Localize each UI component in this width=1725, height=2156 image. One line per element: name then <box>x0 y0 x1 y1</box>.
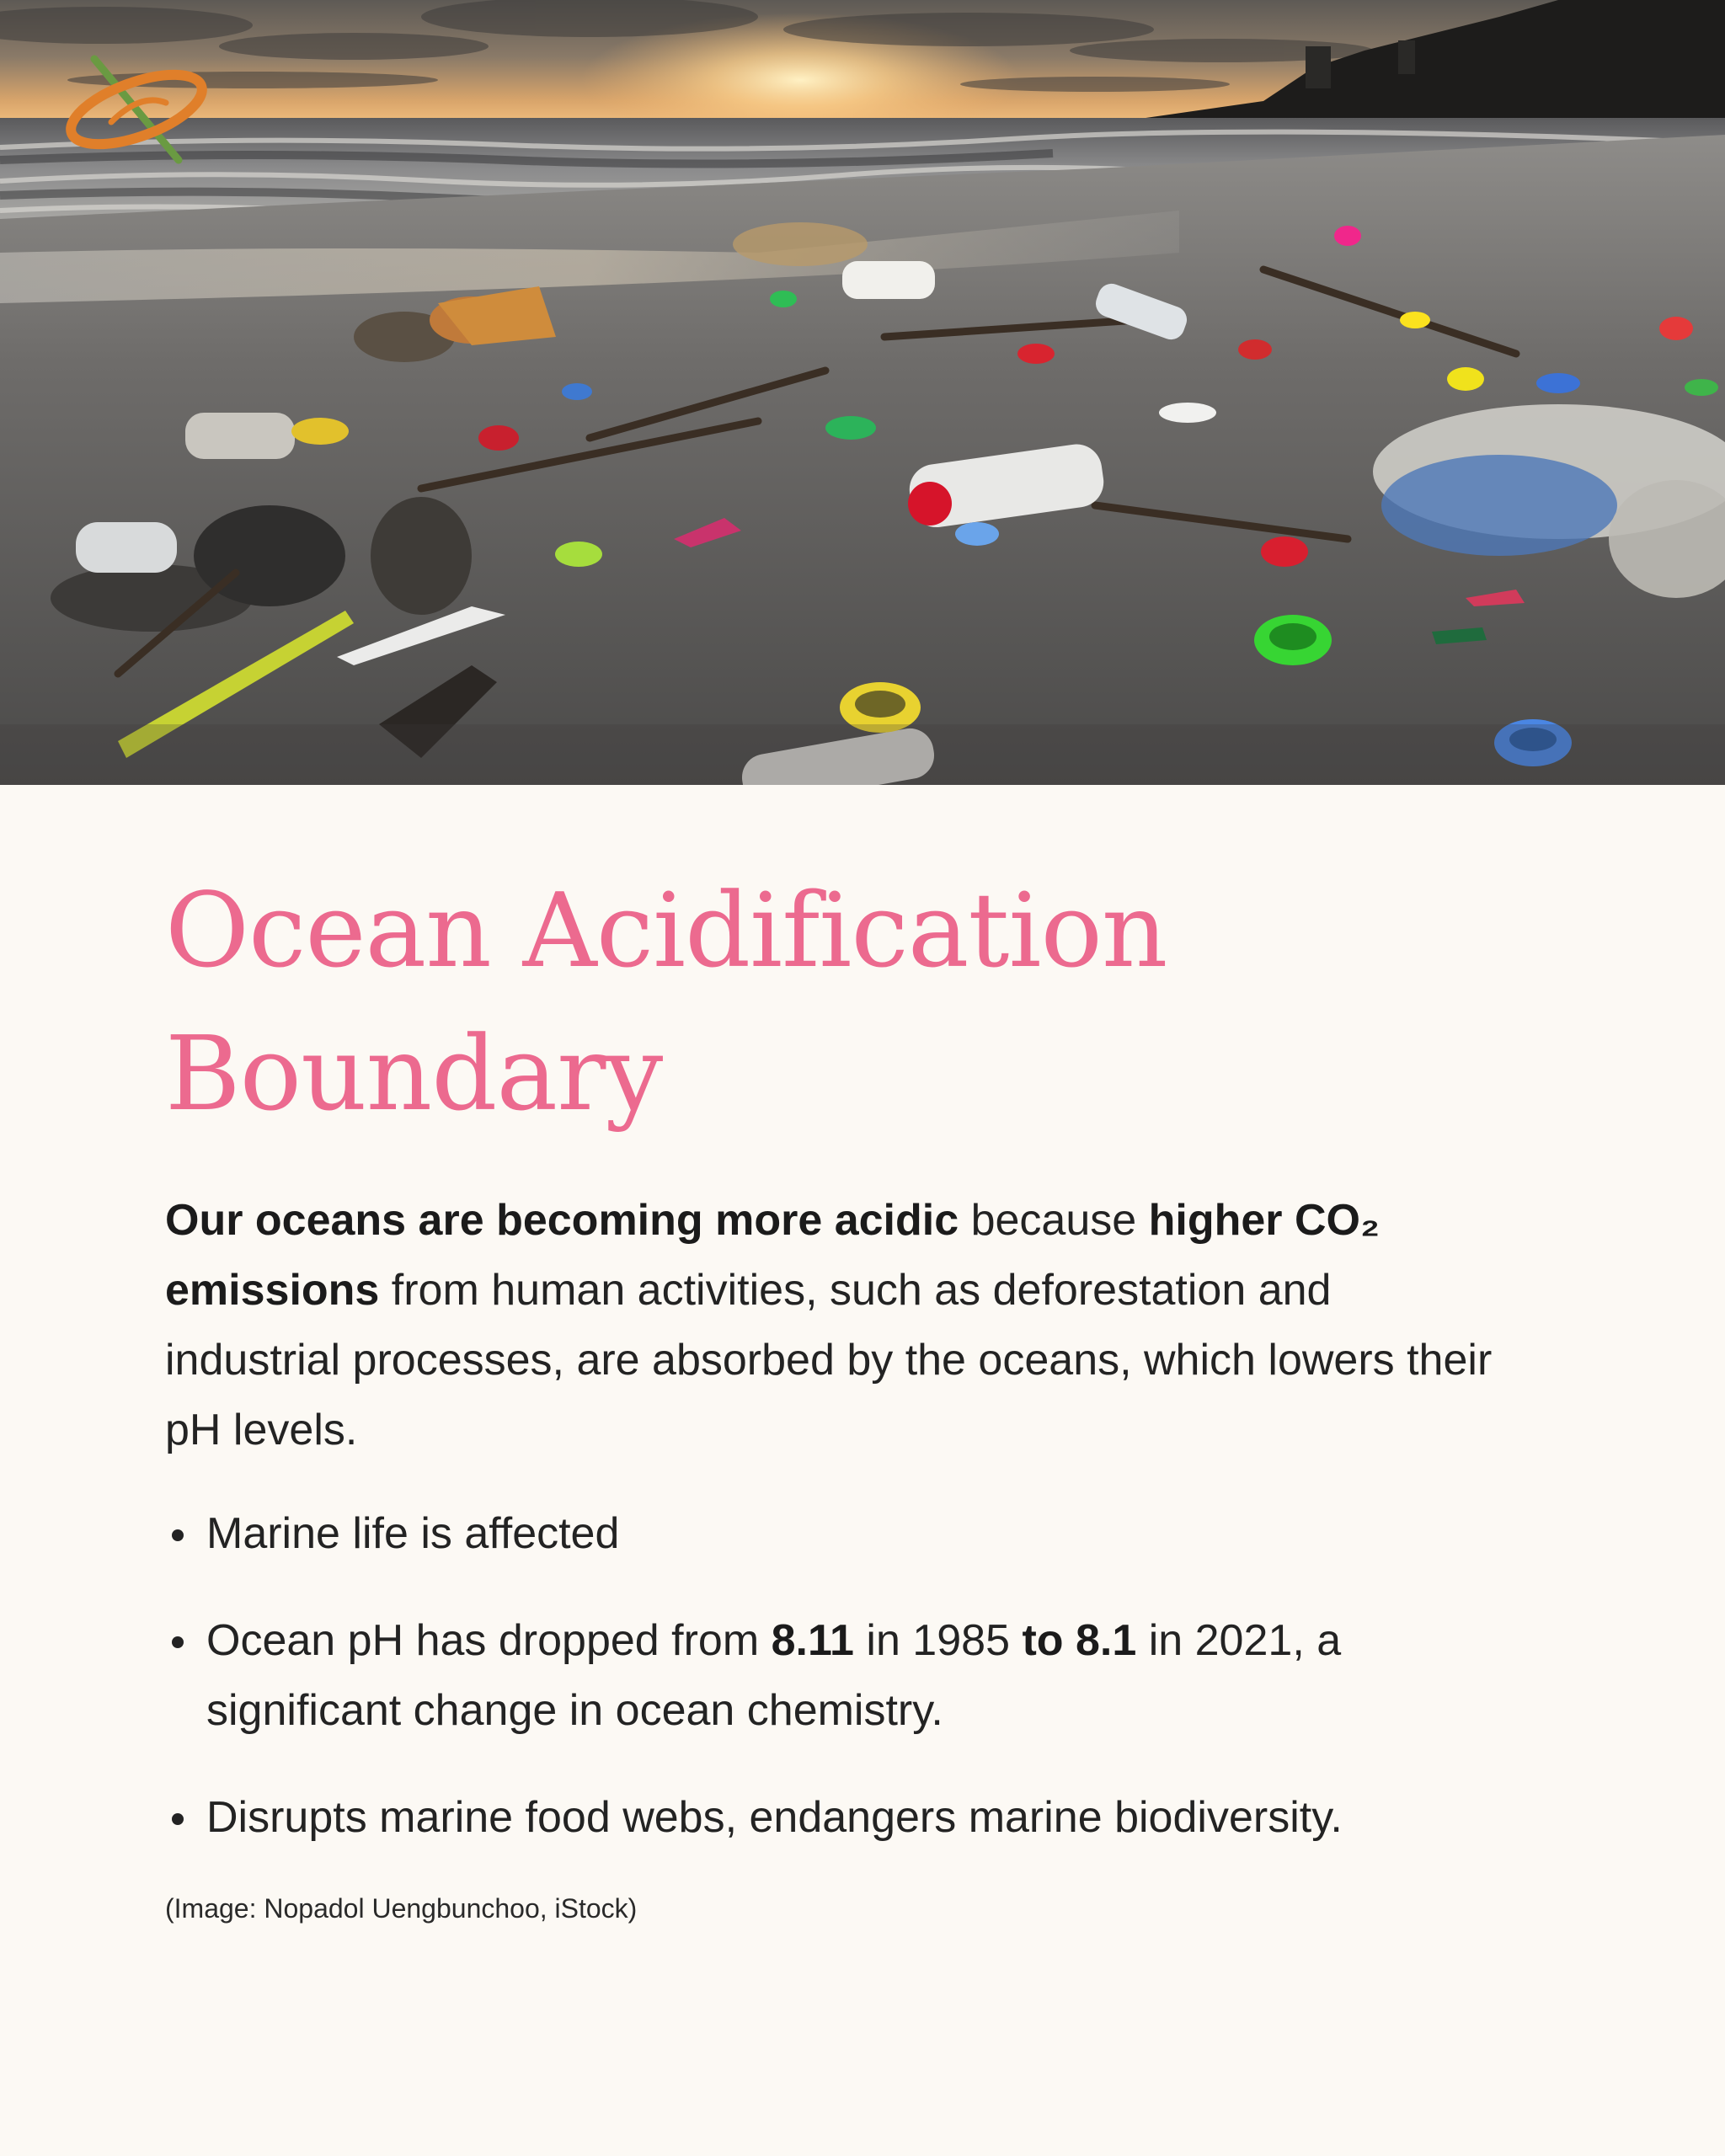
bullet-list <box>165 1499 1513 1853</box>
hero-image <box>0 0 1725 785</box>
bullet-text: Marine life is affected <box>206 1509 620 1558</box>
intro-bold-2: higher CO₂ emissions <box>165 1196 1381 1315</box>
bullet-dot-icon <box>172 1636 184 1648</box>
list-item <box>165 1499 1513 1569</box>
logo-icon <box>61 51 212 168</box>
intro-text-2: from human activities, such as deforestation and industrial processes, are absorbed by the oceans, which lowers their pH levels. <box>165 1266 1493 1454</box>
list-item <box>165 1606 1513 1746</box>
bullet-text-part: in 2021, a significant change in ocean chemistry. <box>206 1616 1342 1735</box>
bullet-text-part: in 1985 <box>853 1616 1023 1665</box>
intro-text-1: because <box>959 1196 1149 1245</box>
image-credit: (Image: Nopadol Uengbunchoo, iStock) <box>165 1893 638 1924</box>
title-line-2: Boundary <box>165 1014 663 1134</box>
bullet-dot-icon <box>172 1529 184 1541</box>
page-title <box>165 859 1513 1145</box>
intro-bold-1: Our oceans are becoming more acidic <box>165 1196 959 1245</box>
ph-value-2021: to 8.1 <box>1022 1616 1137 1665</box>
bullet-text: Disrupts marine food webs, endangers marine biodiversity. <box>206 1793 1343 1842</box>
bullet-dot-icon <box>172 1813 184 1825</box>
title-line-1: Ocean Acidification <box>165 871 1167 990</box>
ph-value-1985: 8.11 <box>771 1616 854 1665</box>
list-item <box>165 1783 1513 1853</box>
article-content <box>165 859 1513 1927</box>
intro-paragraph <box>165 1186 1496 1465</box>
bullet-text-part: Ocean pH has dropped from <box>206 1616 772 1665</box>
